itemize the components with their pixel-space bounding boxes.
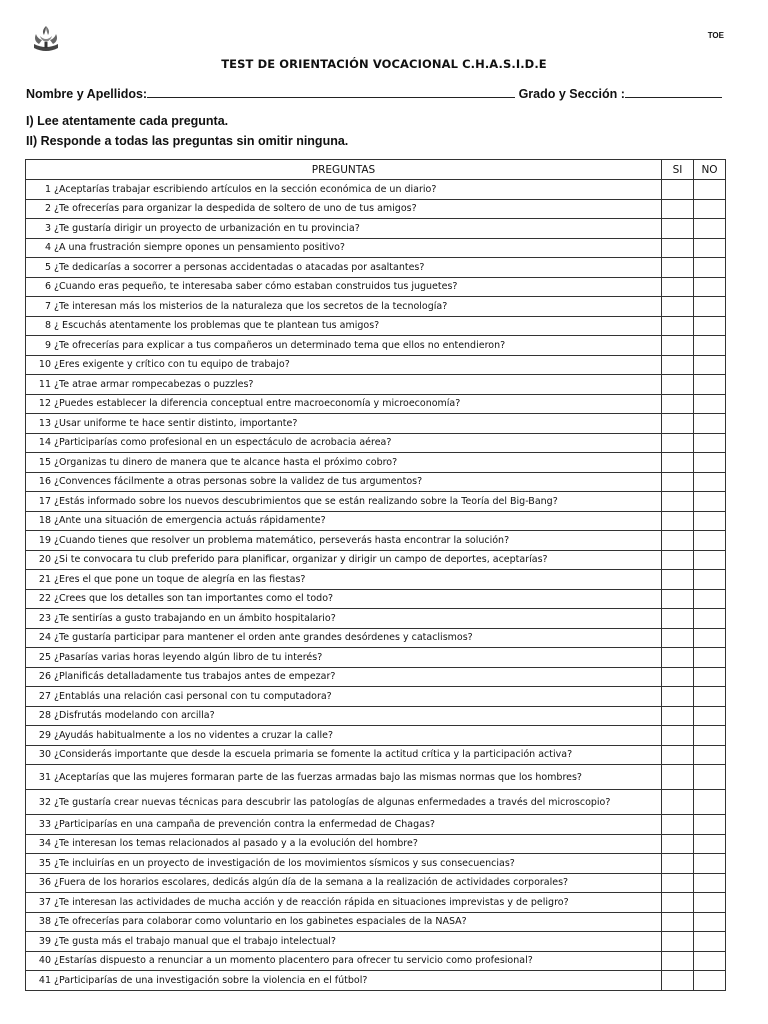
answer-yes-cell[interactable] — [662, 971, 694, 991]
answer-no-cell[interactable] — [694, 951, 726, 971]
answer-yes-cell[interactable] — [662, 834, 694, 854]
instruction-2: II) Responde a todas las preguntas sin omitir ninguna. — [26, 134, 349, 148]
answer-no-cell[interactable] — [694, 893, 726, 913]
table-row — [26, 790, 726, 815]
question-number: 40 — [38, 955, 51, 967]
question-number: 1 — [44, 183, 51, 195]
question-number: 20 — [38, 554, 51, 566]
question-cell — [26, 414, 662, 434]
table-row — [26, 472, 726, 492]
question-number: 28 — [38, 710, 51, 722]
table-row — [26, 297, 726, 317]
question-number: 37 — [38, 896, 51, 908]
question-text: ¿Te ofrecerías para colaborar como voluntario en los gabinetes espaciales de la NASA? — [54, 916, 467, 928]
question-number: 11 — [38, 378, 51, 390]
answer-no-cell[interactable] — [694, 180, 726, 200]
question-text: ¿Te gustaría crear nuevas técnicas para descubrir las patologías de algunas enfermedades a través del microscopio? — [54, 796, 611, 808]
table-row — [26, 453, 726, 473]
answer-yes-cell[interactable] — [662, 745, 694, 765]
answer-yes-cell[interactable] — [662, 815, 694, 835]
instruction-1: I) Lee atentamente cada pregunta. — [26, 114, 229, 128]
question-text: ¿Te ofrecerías para explicar a tus compañeros un determinado tema que ellos no entendieron? — [54, 339, 506, 351]
questions-body — [26, 180, 726, 991]
question-number: 35 — [38, 857, 51, 869]
answer-no-cell[interactable] — [694, 414, 726, 434]
question-cell — [26, 745, 662, 765]
answer-yes-cell[interactable] — [662, 336, 694, 356]
table-row — [26, 258, 726, 278]
question-text: ¿Te interesan los temas relacionados al pasado y a la evolución del hombre? — [54, 838, 418, 850]
answer-yes-cell[interactable] — [662, 589, 694, 609]
question-number: 36 — [38, 877, 51, 889]
table-row — [26, 765, 726, 790]
question-number: 25 — [38, 651, 51, 663]
question-cell — [26, 912, 662, 932]
table-row — [26, 726, 726, 746]
question-cell — [26, 854, 662, 874]
question-text: ¿Aceptarías que las mujeres formaran parte de las fuerzas armadas bajo las mismas normas que los hombres? — [54, 771, 582, 783]
table-row — [26, 492, 726, 512]
table-row — [26, 745, 726, 765]
answer-no-cell[interactable] — [694, 765, 726, 790]
question-text: ¿Participarías de una investigación sobre la violencia en el fútbol? — [54, 974, 368, 986]
question-text: ¿Fuera de los horarios escolares, dedicás algún día de la semana a la realización de actividades corporales? — [54, 877, 569, 889]
question-number: 30 — [38, 749, 51, 761]
answer-yes-cell[interactable] — [662, 550, 694, 570]
question-cell — [26, 726, 662, 746]
question-cell — [26, 951, 662, 971]
grade-label: Grado y Sección : — [518, 87, 625, 101]
question-cell — [26, 492, 662, 512]
question-text: ¿Crees que los detalles son tan importantes como el todo? — [54, 593, 334, 605]
table-header-row — [26, 160, 726, 180]
table-row — [26, 199, 726, 219]
answer-yes-cell[interactable] — [662, 511, 694, 531]
question-cell — [26, 667, 662, 687]
question-number: 12 — [38, 398, 51, 410]
question-number: 7 — [44, 300, 51, 312]
answer-yes-cell[interactable] — [662, 628, 694, 648]
answer-yes-cell[interactable] — [662, 238, 694, 258]
question-text: ¿Convences fácilmente a otras personas sobre la validez de tus argumentos? — [54, 476, 423, 488]
question-number: 10 — [38, 359, 51, 371]
answer-no-cell[interactable] — [694, 258, 726, 278]
question-text: ¿ Escuchás atentamente los problemas que te plantean tus amigos? — [54, 320, 380, 332]
question-text: ¿Te gustaría dirigir un proyecto de urbanización en tu provincia? — [54, 222, 360, 234]
answer-yes-cell[interactable] — [662, 199, 694, 219]
question-cell — [26, 893, 662, 913]
table-row — [26, 180, 726, 200]
answer-no-cell[interactable] — [694, 628, 726, 648]
answer-yes-cell[interactable] — [662, 570, 694, 590]
question-text: ¿Planificás detalladamente tus trabajos antes de empezar? — [54, 671, 336, 683]
answer-no-cell[interactable] — [694, 433, 726, 453]
answer-no-cell[interactable] — [694, 706, 726, 726]
question-text: ¿A una frustración siempre opones un pensamiento positivo? — [54, 242, 345, 254]
question-number: 19 — [38, 534, 51, 546]
question-number: 3 — [44, 222, 51, 234]
table-row — [26, 815, 726, 835]
answer-yes-cell[interactable] — [662, 765, 694, 790]
answer-yes-cell[interactable] — [662, 648, 694, 668]
table-row — [26, 550, 726, 570]
question-cell — [26, 706, 662, 726]
question-cell — [26, 316, 662, 336]
table-row — [26, 971, 726, 991]
answer-yes-cell[interactable] — [662, 932, 694, 952]
table-row — [26, 609, 726, 629]
question-cell — [26, 815, 662, 835]
answer-no-cell[interactable] — [694, 453, 726, 473]
answer-yes-cell[interactable] — [662, 912, 694, 932]
question-cell — [26, 609, 662, 629]
question-text: ¿Participarías en una campaña de prevención contra la enfermedad de Chagas? — [54, 818, 435, 830]
answer-no-cell[interactable] — [694, 667, 726, 687]
question-cell — [26, 433, 662, 453]
question-text: ¿Te ofrecerías para organizar la despedida de soltero de uno de tus amigos? — [54, 203, 417, 215]
question-text: ¿Te interesan las actividades de mucha acción y de reacción rápida en situaciones imprevistas y de peligro? — [54, 896, 569, 908]
table-row — [26, 893, 726, 913]
question-text: ¿Entablás una relación casi personal con tu computadora? — [54, 690, 332, 702]
student-info-row — [26, 87, 726, 101]
question-cell — [26, 199, 662, 219]
table-row — [26, 570, 726, 590]
answer-yes-cell[interactable] — [662, 854, 694, 874]
answer-no-cell[interactable] — [694, 511, 726, 531]
answer-yes-cell[interactable] — [662, 609, 694, 629]
question-text: ¿Ante una situación de emergencia actuás rápidamente? — [54, 515, 326, 527]
question-cell — [26, 790, 662, 815]
answer-yes-cell[interactable] — [662, 258, 694, 278]
table-row — [26, 687, 726, 707]
question-cell — [26, 971, 662, 991]
question-number: 41 — [38, 974, 51, 986]
question-cell — [26, 932, 662, 952]
question-text: ¿Te dedicarías a socorrer a personas accidentadas o atacadas por asaltantes? — [54, 261, 425, 273]
answer-yes-cell[interactable] — [662, 667, 694, 687]
answer-no-cell[interactable] — [694, 199, 726, 219]
question-cell — [26, 394, 662, 414]
question-text: ¿Te interesan más los misterios de la naturaleza que los secretos de la tecnología? — [54, 300, 448, 312]
question-number: 18 — [38, 515, 51, 527]
question-number: 39 — [38, 935, 51, 947]
question-cell — [26, 453, 662, 473]
question-number: 23 — [38, 612, 51, 624]
question-cell — [26, 238, 662, 258]
table-row — [26, 648, 726, 668]
page-title: TEST DE ORIENTACIÓN VOCACIONAL C.H.A.S.I.D.E — [221, 57, 547, 71]
answer-yes-cell[interactable] — [662, 951, 694, 971]
answer-no-cell[interactable] — [694, 912, 726, 932]
answer-no-cell[interactable] — [694, 219, 726, 239]
question-cell — [26, 687, 662, 707]
answer-yes-cell[interactable] — [662, 277, 694, 297]
document-code: TOE — [707, 31, 724, 40]
question-text: ¿Eres el que pone un toque de alegría en las fiestas? — [54, 573, 306, 585]
question-number: 22 — [38, 593, 51, 605]
answer-yes-cell[interactable] — [662, 316, 694, 336]
answer-no-cell[interactable] — [694, 531, 726, 551]
question-number: 34 — [38, 838, 51, 850]
answer-yes-cell[interactable] — [662, 394, 694, 414]
answer-no-cell[interactable] — [694, 726, 726, 746]
answer-yes-cell[interactable] — [662, 531, 694, 551]
table-row — [26, 932, 726, 952]
question-text: ¿Organizas tu dinero de manera que te alcance hasta el próximo cobro? — [54, 456, 398, 468]
name-label: Nombre y Apellidos: — [26, 87, 148, 101]
question-text: ¿Aceptarías trabajar escribiendo artículos en la sección económica de un diario? — [54, 183, 437, 195]
table-row — [26, 951, 726, 971]
answer-no-cell[interactable] — [694, 570, 726, 590]
table-row — [26, 414, 726, 434]
question-number: 4 — [44, 242, 51, 254]
question-number: 13 — [38, 417, 51, 429]
question-text: ¿Te incluirías en un proyecto de investigación de los movimientos sísmicos y sus consecuencias? — [54, 857, 515, 869]
answer-no-cell[interactable] — [694, 873, 726, 893]
table-row — [26, 336, 726, 356]
question-number: 14 — [38, 437, 51, 449]
question-text: ¿Considerás importante que desde la escuela primaria se fomente la actitud crítica y la participación activa? — [54, 749, 573, 761]
question-number: 24 — [38, 632, 51, 644]
table-row — [26, 238, 726, 258]
answer-yes-cell[interactable] — [662, 180, 694, 200]
question-cell — [26, 219, 662, 239]
question-number: 32 — [38, 796, 51, 808]
table-row — [26, 834, 726, 854]
answer-no-cell[interactable] — [694, 316, 726, 336]
question-number: 6 — [44, 281, 51, 293]
answer-no-cell[interactable] — [694, 971, 726, 991]
table-row — [26, 667, 726, 687]
answer-no-cell[interactable] — [694, 790, 726, 815]
name-blank[interactable] — [147, 87, 515, 98]
question-cell — [26, 297, 662, 317]
answer-no-cell[interactable] — [694, 492, 726, 512]
question-number: 8 — [44, 320, 51, 332]
question-cell — [26, 375, 662, 395]
answer-yes-cell[interactable] — [662, 873, 694, 893]
question-text: ¿Eres exigente y crítico con tu equipo de trabajo? — [54, 359, 290, 371]
answer-no-cell[interactable] — [694, 687, 726, 707]
answer-no-cell[interactable] — [694, 589, 726, 609]
answer-yes-cell[interactable] — [662, 687, 694, 707]
question-text: ¿Si te convocara tu club preferido para planificar, organizar y dirigir un campo de deportes, aceptarías? — [54, 554, 548, 566]
table-row — [26, 219, 726, 239]
question-text: ¿Te atrae armar rompecabezas o puzzles? — [54, 378, 254, 390]
answer-yes-cell[interactable] — [662, 219, 694, 239]
answer-yes-cell[interactable] — [662, 790, 694, 815]
question-text: ¿Te gusta más el trabajo manual que el trabajo intelectual? — [54, 935, 336, 947]
header-no: NO — [694, 160, 726, 180]
table-row — [26, 854, 726, 874]
question-cell — [26, 180, 662, 200]
question-cell — [26, 628, 662, 648]
question-cell — [26, 355, 662, 375]
table-row — [26, 912, 726, 932]
question-number: 29 — [38, 729, 51, 741]
question-number: 16 — [38, 476, 51, 488]
answer-no-cell[interactable] — [694, 815, 726, 835]
answer-yes-cell[interactable] — [662, 893, 694, 913]
grade-blank[interactable] — [625, 87, 722, 98]
table-row — [26, 355, 726, 375]
question-text: ¿Ayudás habitualmente a los no videntes a cruzar la calle? — [54, 729, 334, 741]
answer-yes-cell[interactable] — [662, 297, 694, 317]
table-row — [26, 316, 726, 336]
question-cell — [26, 550, 662, 570]
answer-yes-cell[interactable] — [662, 492, 694, 512]
question-cell — [26, 531, 662, 551]
question-text: ¿Te sentirías a gusto trabajando en un ámbito hospitalario? — [54, 612, 336, 624]
table-row — [26, 394, 726, 414]
question-number: 17 — [38, 495, 51, 507]
answer-no-cell[interactable] — [694, 336, 726, 356]
question-number: 15 — [38, 456, 51, 468]
question-number: 2 — [44, 203, 51, 215]
question-cell — [26, 472, 662, 492]
question-cell — [26, 258, 662, 278]
question-text: ¿Puedes establecer la diferencia conceptual entre macroeconomía y microeconomía? — [54, 398, 461, 410]
answer-no-cell[interactable] — [694, 277, 726, 297]
answer-yes-cell[interactable] — [662, 375, 694, 395]
table-row — [26, 277, 726, 297]
answer-no-cell[interactable] — [694, 609, 726, 629]
question-cell — [26, 277, 662, 297]
question-cell — [26, 765, 662, 790]
school-crest-logo — [28, 22, 64, 58]
question-text: ¿Participarías como profesional en un espectáculo de acrobacia aérea? — [54, 437, 392, 449]
header-questions: PREGUNTAS — [26, 160, 662, 180]
question-cell — [26, 589, 662, 609]
question-cell — [26, 648, 662, 668]
question-text: ¿Disfrutás modelando con arcilla? — [54, 710, 215, 722]
table-row — [26, 375, 726, 395]
table-row — [26, 873, 726, 893]
question-text: ¿Estarías dispuesto a renunciar a un momento placentero para ofrecer tu servicio como profesional? — [54, 955, 533, 967]
answer-yes-cell[interactable] — [662, 472, 694, 492]
question-number: 21 — [38, 573, 51, 585]
answer-no-cell[interactable] — [694, 375, 726, 395]
table-row — [26, 531, 726, 551]
table-row — [26, 511, 726, 531]
question-cell — [26, 873, 662, 893]
question-text: ¿Estás informado sobre los nuevos descubrimientos que se están realizando sobre la Teoría del Big-Bang? — [54, 495, 558, 507]
answer-no-cell[interactable] — [694, 745, 726, 765]
question-text: ¿Cuando eras pequeño, te interesaba saber cómo estaban construidos tus juguetes? — [54, 281, 458, 293]
answer-yes-cell[interactable] — [662, 706, 694, 726]
question-number: 33 — [38, 818, 51, 830]
answer-yes-cell[interactable] — [662, 355, 694, 375]
header-yes: SI — [662, 160, 694, 180]
answer-no-cell[interactable] — [694, 297, 726, 317]
answer-yes-cell[interactable] — [662, 453, 694, 473]
question-cell — [26, 336, 662, 356]
question-text: ¿Te gustaría participar para mantener el orden ante grandes desórdenes y cataclismos? — [54, 632, 473, 644]
answer-no-cell[interactable] — [694, 355, 726, 375]
question-number: 27 — [38, 690, 51, 702]
question-number: 31 — [38, 771, 51, 783]
answer-no-cell[interactable] — [694, 394, 726, 414]
question-text: ¿Usar uniforme te hace sentir distinto, importante? — [54, 417, 298, 429]
table-row — [26, 706, 726, 726]
question-text: ¿Pasarías varias horas leyendo algún libro de tu interés? — [54, 651, 323, 663]
questions-table — [25, 159, 726, 991]
answer-no-cell[interactable] — [694, 648, 726, 668]
answer-no-cell[interactable] — [694, 854, 726, 874]
question-number: 9 — [44, 339, 51, 351]
question-text: ¿Cuando tienes que resolver un problema matemático, perseverás hasta encontrar la solución? — [54, 534, 510, 546]
answer-no-cell[interactable] — [694, 932, 726, 952]
question-number: 26 — [38, 671, 51, 683]
table-row — [26, 433, 726, 453]
table-row — [26, 628, 726, 648]
question-number: 38 — [38, 916, 51, 928]
answer-no-cell[interactable] — [694, 238, 726, 258]
answer-no-cell[interactable] — [694, 472, 726, 492]
answer-no-cell[interactable] — [694, 834, 726, 854]
answer-no-cell[interactable] — [694, 550, 726, 570]
question-number: 5 — [44, 261, 51, 273]
answer-yes-cell[interactable] — [662, 726, 694, 746]
table-row — [26, 589, 726, 609]
question-cell — [26, 570, 662, 590]
question-cell — [26, 834, 662, 854]
question-cell — [26, 511, 662, 531]
answer-yes-cell[interactable] — [662, 433, 694, 453]
answer-yes-cell[interactable] — [662, 414, 694, 434]
